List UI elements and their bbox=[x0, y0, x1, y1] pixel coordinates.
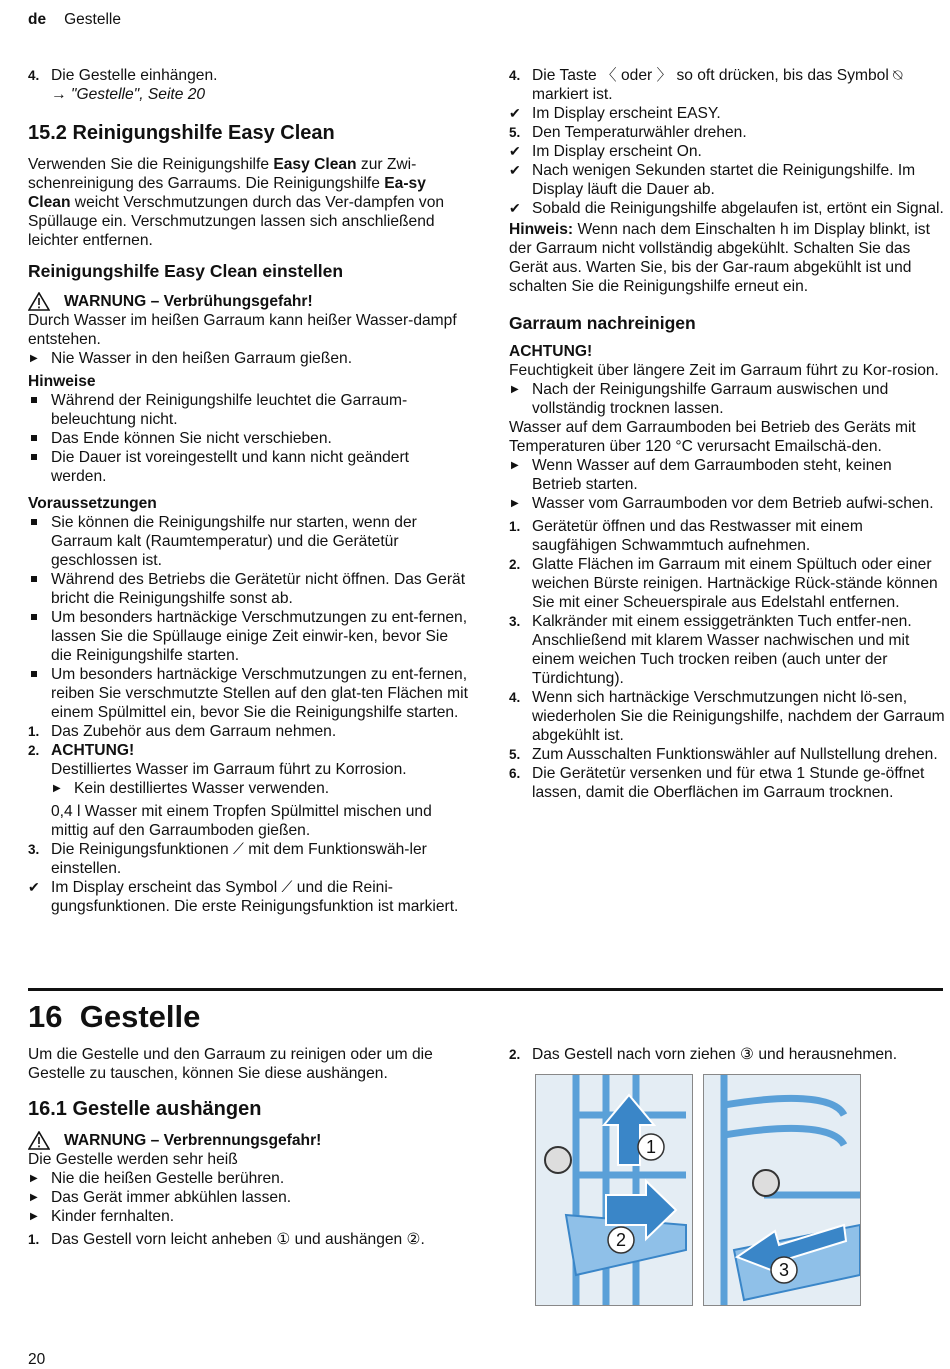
result: ✔ Im Display erscheint EASY. bbox=[509, 105, 721, 122]
result: ✔ Im Display erscheint On. bbox=[509, 143, 702, 160]
square-bullet-icon bbox=[31, 397, 37, 403]
square-bullet-icon bbox=[31, 614, 37, 620]
requirement-item: Um besonders hartnäckige Verschmutzungen zu ent-fernen, reiben Sie verschmutzte Stellen auf den glat-ten Flächen mit einem Spülmittel ein, bevor Sie die Reinigungshilfe starten. bbox=[28, 665, 468, 722]
clean-step: 3. Kalkränder mit einem essiggetränkten Tuch entfer-nen. Anschließend mit klarem Wasser nachwischen und mit einem weichen Tuch trocken reiben (auch unter der Türdichtung). bbox=[509, 613, 912, 687]
notes-title: Hinweise bbox=[28, 373, 96, 390]
warning-header: WARNUNG – Verbrühungsgefahr! bbox=[28, 292, 468, 311]
caution-bullet: ▶ Wasser vom Garraumboden vor dem Betrieb aufwi-schen. bbox=[511, 495, 934, 512]
caution-bullet: ▶ Wenn Wasser auf dem Garraumboden steht, keinen Betrieb starten. bbox=[511, 457, 892, 493]
hint-paragraph: Hinweis: Wenn nach dem Einschalten h im Display blinkt, ist der Garraum nicht vollständig abgekühlt. Schalten Sie das Gerät aus. Warten Sie, bis der Gar-raum abgekühlt ist und schalten Sie die Reinigungshilfe erneut ein. bbox=[509, 221, 930, 295]
square-bullet-icon bbox=[31, 519, 37, 525]
warning-header: WARNUNG – Verbrennungsgefahr! bbox=[28, 1131, 468, 1150]
warning-bullet: ▶ Nie die heißen Gestelle berühren. bbox=[30, 1170, 285, 1187]
step-2: 2. Das Gestell nach vorn ziehen ③ und herausnehmen. bbox=[509, 1046, 898, 1063]
requirement-item: Sie können die Reinigungshilfe nur starten, wenn der Garraum kalt (Raumtemperatur) und die Gerätetür geschlossen ist. bbox=[28, 513, 468, 570]
illustration-panel-pull bbox=[703, 1074, 861, 1306]
page-number: 20 bbox=[28, 1351, 46, 1368]
subsection-title: Reinigungshilfe Easy Clean einstellen bbox=[28, 261, 344, 281]
column-right-top bbox=[509, 66, 945, 802]
caution-text: Wasser auf dem Garraumboden bei Betrieb des Geräts mit Temperaturen über 120 °C verursacht Emailschä-den. bbox=[509, 419, 916, 455]
note-item: Die Dauer ist voreingestellt und kann nicht geändert werden. bbox=[28, 448, 468, 486]
result-3: ✔ Im Display erscheint das Symbol ⟋ und die Reini-gungsfunktionen. Die erste Reinigungsfunktion ist markiert. bbox=[28, 879, 459, 915]
caution-title: ACHTUNG! bbox=[509, 343, 593, 360]
requirements-title: Voraussetzungen bbox=[28, 495, 157, 512]
illustration-panel-lift bbox=[535, 1074, 693, 1306]
step-1: 1. Das Gestell vorn leicht anheben ① und aushängen ②. bbox=[28, 1231, 425, 1248]
triangle-bullet-icon: ▶ bbox=[511, 498, 519, 509]
warning-bullet: ▶ Nie Wasser in den heißen Garraum gießen. bbox=[30, 350, 353, 367]
step-1: 1. Das Zubehör aus dem Garraum nehmen. bbox=[28, 723, 337, 740]
check-icon: ✔ bbox=[509, 105, 521, 121]
step-5: 5. Den Temperaturwähler drehen. bbox=[509, 124, 747, 141]
illus-label-1: 1 bbox=[645, 1137, 657, 1157]
caution-bullet: ▶ Nach der Reinigungshilfe Garraum auswischen und vollständig trocknen lassen. bbox=[511, 381, 889, 417]
check-icon: ✔ bbox=[509, 200, 521, 216]
step-2: 2. ACHTUNG! Destilliertes Wasser im Garraum führt zu Korrosion. ▶ Kein destilliertes Wasser verwenden. 0,4 l Wasser mit einem Tropfen Spülmittel mischen und mittig auf den Garraumboden gießen. bbox=[28, 741, 468, 840]
warning-bullet: ▶ Kinder fernhalten. bbox=[30, 1208, 175, 1225]
page-header bbox=[28, 10, 121, 29]
warning-text: Durch Wasser im heißen Garraum kann heißer Wasser-dampf entstehen. bbox=[28, 312, 457, 348]
check-icon: ✔ bbox=[509, 143, 521, 159]
caution-text: Feuchtigkeit über längere Zeit im Garraum führt zu Kor-rosion. bbox=[509, 362, 939, 379]
square-bullet-icon bbox=[31, 435, 37, 441]
illus-label-2: 2 bbox=[615, 1230, 627, 1250]
requirement-item: Um besonders hartnäckige Verschmutzungen zu ent-fernen, lassen Sie die Spüllauge einige Zeit einwir-ken, bevor Sie die Reinigungshilfe starten. bbox=[28, 608, 468, 665]
triangle-bullet-icon: ▶ bbox=[511, 460, 519, 471]
triangle-bullet-icon: ▶ bbox=[30, 353, 38, 364]
step-3: 3. Die Reinigungsfunktionen ⟋ mit dem Funktionswäh-ler einstellen. bbox=[28, 841, 427, 877]
column-left-top bbox=[28, 66, 468, 916]
header-lang: de bbox=[28, 11, 47, 28]
clean-step: 4. Wenn sich hartnäckige Verschmutzungen nicht lö-sen, wiederholen Sie die Reinigungshilfe, nachdem der Garraum abgekühlt ist. bbox=[509, 689, 945, 744]
cross-reference-link[interactable]: → "Gestelle", Seite 20 bbox=[51, 86, 206, 103]
triangle-bullet-icon: ▶ bbox=[511, 384, 519, 395]
clean-step: 1. Gerätetür öffnen und das Restwasser mit einem saugfähigen Schwammtuch aufnehmen. bbox=[509, 518, 863, 554]
section-title-16-1: 16.1 Gestelle aushängen bbox=[28, 1098, 262, 1120]
chapter-intro: Um die Gestelle und den Garraum zu reinigen oder um die Gestelle zu tauschen, können Sie diese aushängen. bbox=[28, 1046, 433, 1082]
warning-text: Die Gestelle werden sehr heiß bbox=[28, 1151, 238, 1168]
step-4: 4. Die Taste 〈 oder 〉 so oft drücken, bis das Symbol ⍉ markiert ist. bbox=[509, 67, 903, 103]
square-bullet-icon bbox=[31, 671, 37, 677]
clean-step: 5. Zum Ausschalten Funktionswähler auf Nullstellung drehen. bbox=[509, 746, 938, 763]
section-title-15-2: 15.2 Reinigungshilfe Easy Clean bbox=[28, 122, 335, 144]
triangle-bullet-icon: ▶ bbox=[53, 783, 61, 794]
clean-step: 6. Die Gerätetür versenken und für etwa 1 Stunde ge-öffnet lassen, damit die Oberflächen im Garraum trocknen. bbox=[509, 765, 925, 801]
triangle-bullet-icon: ▶ bbox=[30, 1211, 38, 1222]
note-item: Das Ende können Sie nicht verschieben. bbox=[28, 429, 468, 448]
intro-paragraph: Verwenden Sie die Reinigungshilfe Easy Clean zur Zwi-schenreinigung des Garraums. Die Reinigungshilfe Ea-sy Clean weicht Verschmutzungen durch das Ver-dampfen von Spüllauge ein. Verschmutzungen lassen sich anschließend leichter entfernen. bbox=[28, 156, 445, 249]
note-item: Während der Reinigungshilfe leuchtet die Garraum-beleuchtung nicht. bbox=[28, 391, 468, 429]
step-4: 4. Die Gestelle einhängen. → "Gestelle", Seite 20 bbox=[28, 67, 218, 103]
result: ✔ Nach wenigen Sekunden startet die Reinigungshilfe. Im Display läuft die Dauer ab. bbox=[509, 162, 916, 198]
warning-triangle-icon bbox=[28, 292, 50, 311]
triangle-bullet-icon: ▶ bbox=[30, 1192, 38, 1203]
warning-triangle-icon bbox=[28, 1131, 50, 1150]
rack-removal-illustration bbox=[535, 1074, 860, 1304]
header-title: Gestelle bbox=[64, 11, 121, 28]
triangle-bullet-icon: ▶ bbox=[30, 1173, 38, 1184]
column-right-bottom bbox=[509, 1045, 945, 1064]
chapter-divider bbox=[28, 988, 943, 991]
column-left-bottom bbox=[28, 1045, 468, 1249]
clean-step: 2. Glatte Flächen im Garraum mit einem Spültuch oder einer weichen Bürste reinigen. Hartnäckige Rück-stände können Sie mit einer Scheuerspirale aus Edelstahl entfernen. bbox=[509, 556, 938, 611]
step-2-bullet: ▶ Kein destilliertes Wasser verwenden. bbox=[53, 780, 330, 797]
check-icon: ✔ bbox=[509, 162, 521, 178]
result: ✔ Sobald die Reinigungshilfe abgelaufen ist, ertönt ein Signal. bbox=[509, 200, 944, 217]
warning-bullet: ▶ Das Gerät immer abkühlen lassen. bbox=[30, 1189, 292, 1206]
illus-label-3: 3 bbox=[778, 1260, 790, 1280]
requirement-item: Während des Betriebs die Gerätetür nicht öffnen. Das Gerät bricht die Reinigungshilfe sonst ab. bbox=[28, 570, 468, 608]
chapter-title: 16 Gestelle bbox=[28, 999, 201, 1034]
square-bullet-icon bbox=[31, 576, 37, 582]
check-icon: ✔ bbox=[28, 879, 40, 895]
subsection-title: Garraum nachreinigen bbox=[509, 313, 696, 333]
square-bullet-icon bbox=[31, 454, 37, 460]
